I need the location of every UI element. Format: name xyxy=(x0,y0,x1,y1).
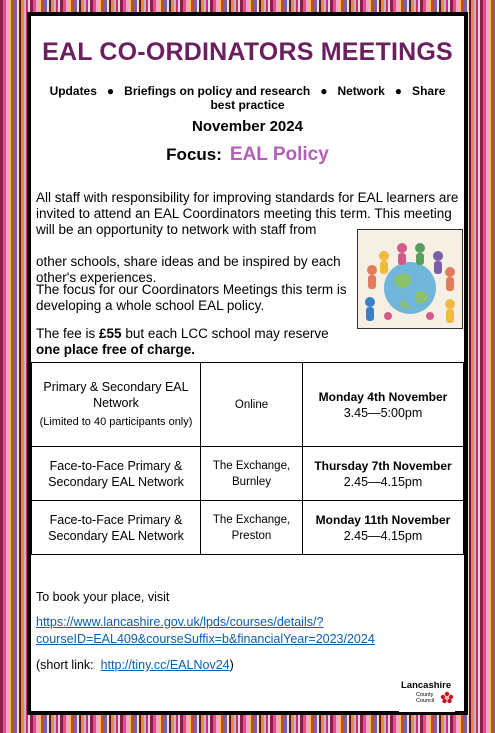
short-link-prefix: (short link: xyxy=(36,658,101,672)
event-time: 2.45—4.15pm xyxy=(343,474,423,489)
event-day: Monday 11th November xyxy=(315,512,451,527)
svg-text:County: County xyxy=(416,692,434,698)
booking-link-line-2[interactable]: courseID=EAL409&courseSuffix=b&financialYear=2023/2024 xyxy=(36,632,375,646)
focus-paragraph: The focus for our Coordinators Meetings this term is developing a whole school EAL policy. xyxy=(36,282,347,313)
intro-paragraph-1: All staff with responsibility for improving standards for EAL learners are invited to attend an EAL Coordinators meeting this term. This meeting will be an opportunity to network with staff from xyxy=(36,190,459,237)
focus-heading xyxy=(31,144,464,166)
events-table xyxy=(31,362,464,555)
event-venue: Online xyxy=(201,363,303,447)
poster-card xyxy=(31,16,464,711)
booking-link-line-1[interactable]: https://www.lancashire.gov.uk/lpds/courses/details/? xyxy=(36,615,324,629)
short-link[interactable]: http://tiny.cc/EALNov24 xyxy=(100,658,230,672)
event-name: Face-to-Face Primary & Secondary EAL Network xyxy=(48,512,184,543)
event-note: (Limited to 40 participants only) xyxy=(39,416,193,428)
children-around-globe-image xyxy=(357,229,463,329)
short-link-text xyxy=(36,658,234,672)
fee-mid: but each LCC school may reserve xyxy=(121,326,329,341)
intro-paragraph-2: other schools, share ideas and be inspired by each other's experiences. xyxy=(36,254,341,285)
topics-line-1: Updates ● Briefings on policy and research ● Network ● Share xyxy=(49,84,446,98)
fee-paragraph xyxy=(36,326,348,358)
event-date-cell xyxy=(303,447,464,501)
svg-text:Council: Council xyxy=(416,698,435,704)
fee-pre: The fee is xyxy=(36,326,100,341)
event-venue: The Exchange, Preston xyxy=(201,501,303,555)
event-name-cell xyxy=(32,501,201,555)
poster-title: EAL CO-ORDINATORS MEETINGS xyxy=(42,38,453,66)
booking-link[interactable] xyxy=(36,614,456,648)
event-time: 2.45—4.15pm xyxy=(343,528,423,543)
booking-text: To book your place, visit xyxy=(36,590,170,604)
topics-line-2: best practice xyxy=(210,98,285,112)
short-link-suffix: ) xyxy=(229,658,234,672)
lancashire-county-council-logo xyxy=(399,676,455,712)
topics-list xyxy=(39,84,456,112)
focus-label: Focus: xyxy=(166,145,222,164)
event-name: Primary & Secondary EAL Network xyxy=(43,380,189,410)
event-name: Face-to-Face Primary & Secondary EAL Network xyxy=(48,458,184,489)
event-date-cell xyxy=(303,363,464,447)
event-name-cell xyxy=(32,363,201,447)
event-venue: The Exchange, Burnley xyxy=(201,447,303,501)
event-day: Thursday 7th November xyxy=(314,458,452,473)
table-row xyxy=(32,501,464,555)
event-time: 3.45—5:00pm xyxy=(343,405,423,420)
table-row xyxy=(32,363,464,447)
event-day: Monday 4th November xyxy=(318,389,448,404)
event-name-cell xyxy=(32,447,201,501)
svg-text:Lancashire: Lancashire xyxy=(401,680,452,691)
fee-free-place: one place free of charge. xyxy=(36,342,196,357)
focus-value: EAL Policy xyxy=(229,144,329,165)
event-date-cell xyxy=(303,501,464,555)
table-row xyxy=(32,447,464,501)
meeting-month: November 2024 xyxy=(192,118,303,135)
fee-amount: £55 xyxy=(99,326,122,341)
